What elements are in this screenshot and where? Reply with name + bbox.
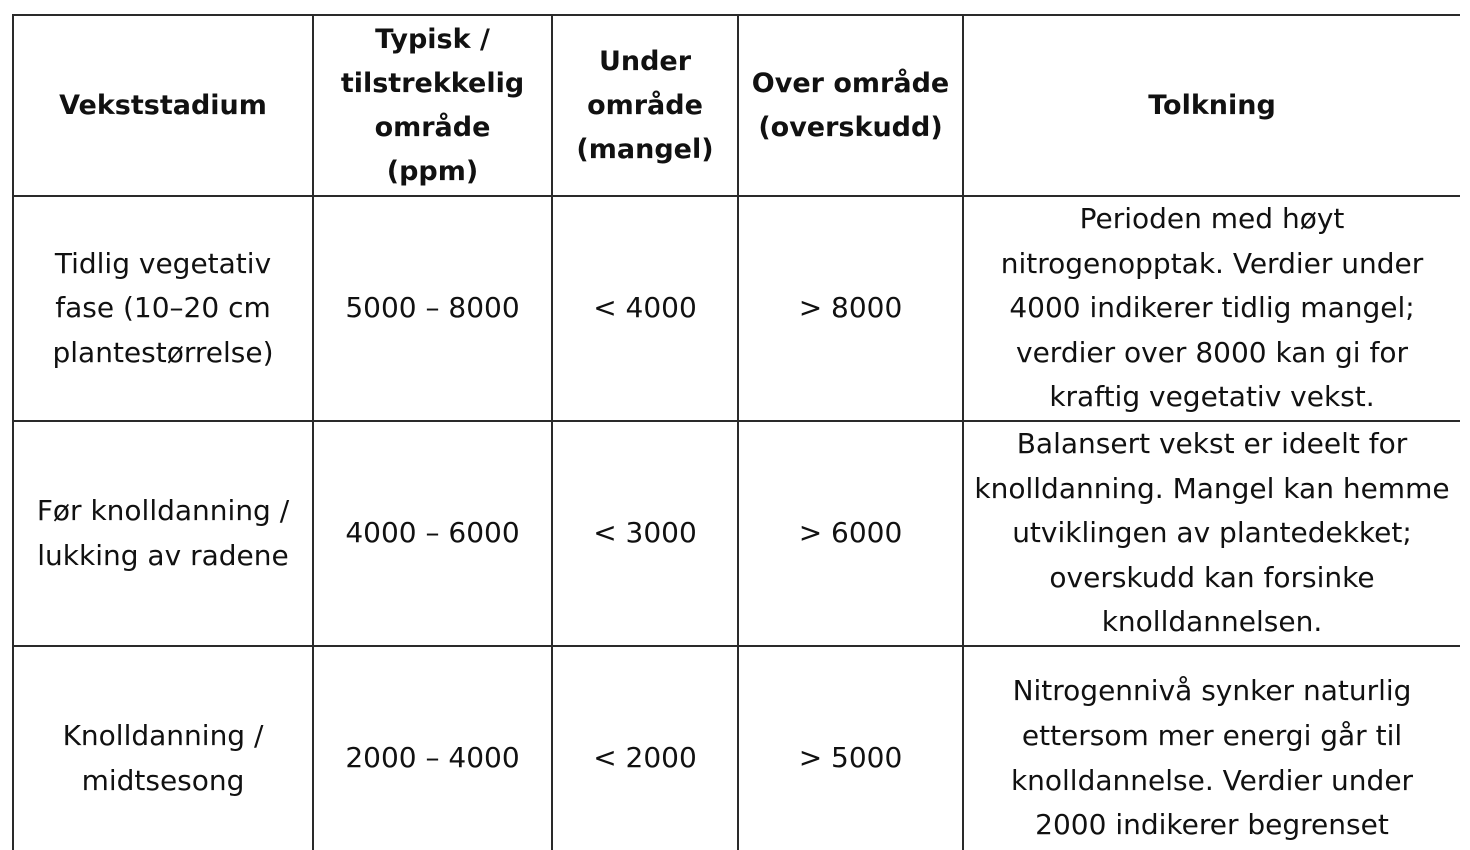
cell-typical-range: 4000 – 6000 [313,421,552,646]
cell-over-range: > 6000 [738,421,963,646]
cell-interpretation: Balansert vekst er ideelt for knolldanning. Mangel kan hemme utviklingen av plantedekket; overskudd kan forsinke knolldannelsen. [963,421,1460,646]
nitrogen-table [12,14,1460,850]
cell-growth-stage: Før knolldanning / lukking av radene [13,421,313,646]
cell-interpretation: Perioden med høyt nitrogenopptak. Verdier under 4000 indikerer tidlig mangel; verdier over 8000 kan gi for kraftig vegetativ vekst. [963,196,1460,421]
cell-under-range: < 3000 [552,421,738,646]
table-row [13,421,1460,646]
cell-under-range: < 4000 [552,196,738,421]
header-typical-range: Typisk / tilstrekkelig område (ppm) [313,15,552,196]
header-row [13,15,1460,196]
cell-typical-range: 2000 – 4000 [313,646,552,850]
cell-growth-stage: Tidlig vegetativ fase (10–20 cm plantestørrelse) [13,196,313,421]
cell-under-range: < 2000 [552,646,738,850]
table-row [13,196,1460,421]
cell-over-range: > 5000 [738,646,963,850]
table-header [13,15,1460,196]
table-row [13,646,1460,850]
header-interpretation: Tolkning [963,15,1460,196]
header-under-range: Under område (mangel) [552,15,738,196]
cell-typical-range: 5000 – 8000 [313,196,552,421]
table-container [12,14,1460,850]
header-over-range: Over område (overskudd) [738,15,963,196]
cell-interpretation: Nitrogennivå synker naturlig ettersom mer energi går til knolldannelse. Verdier under 2000 indikerer begrenset [963,646,1460,850]
cell-over-range: > 8000 [738,196,963,421]
cell-growth-stage: Knolldanning / midtsesong [13,646,313,850]
table-body [13,196,1460,850]
header-growth-stage: Vekststadium [13,15,313,196]
